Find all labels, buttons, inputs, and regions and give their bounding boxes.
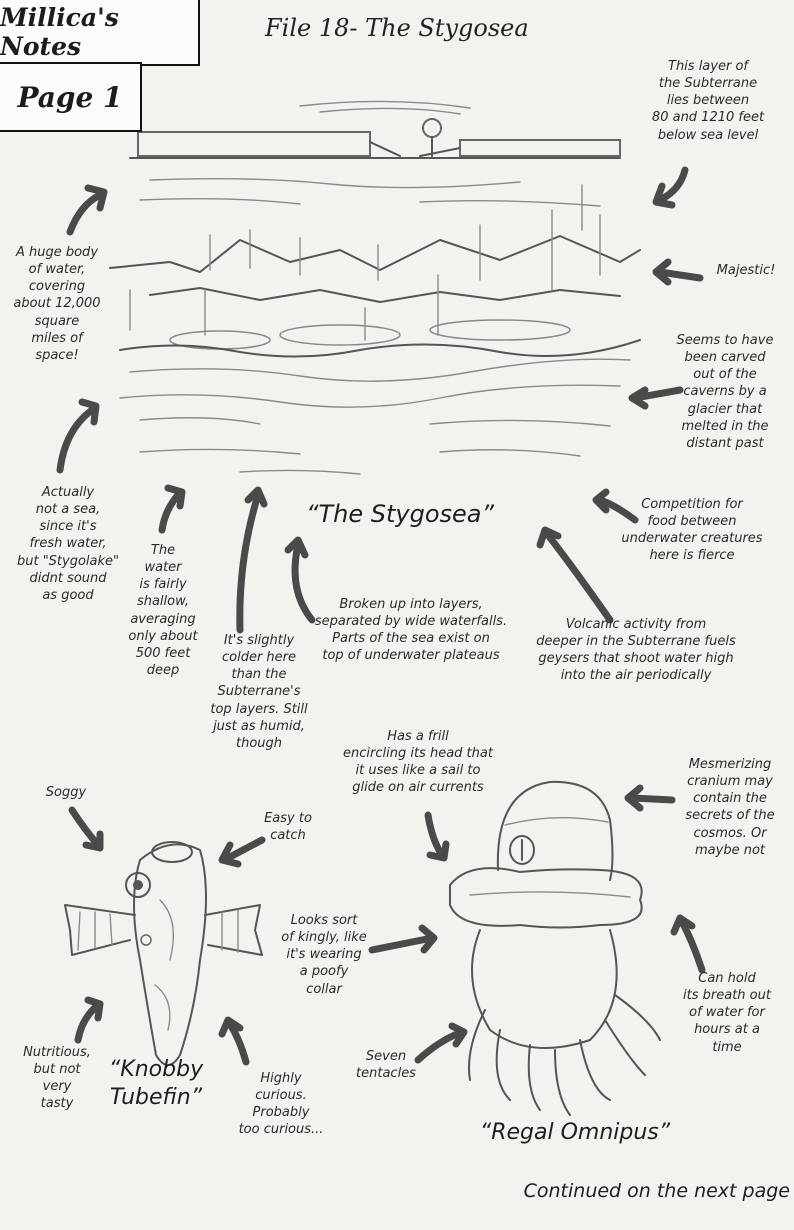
regal-omnipus-drawing [450, 782, 660, 1115]
note-competition: Competition for food between underwater creatures here is fierce [621, 497, 763, 564]
note-volcanic: Volcanic activity from deeper in the Subterrane fuels geysers that shoot water high into the air periodically [536, 617, 736, 684]
notes-title-box [0, 0, 200, 66]
note-majestic: Majestic! [716, 263, 776, 278]
page-label: Page 1 [17, 80, 123, 114]
note-not-sea: Actually not a sea, since it's fresh water, but "Stygolake" didnt sound as good [16, 485, 120, 603]
note-frill: Has a frill encircling its head that it uses like a sail to glide on air currents [343, 729, 493, 796]
stygosea-caption: “The Stygosea” [306, 500, 494, 528]
note-nutritious: Nutritious, but not very tasty [23, 1045, 91, 1112]
omnipus-caption: “Regal Omnipus” [479, 1120, 671, 1145]
note-kingly: Looks sort of kingly, like it's wearing a poofy collar [281, 913, 367, 997]
continued-note: Continued on the next page [523, 1180, 790, 1202]
note-cranium: Mesmerizing cranium may contain the secrets of the cosmos. Or maybe not [685, 757, 775, 858]
page-label-box [0, 62, 142, 132]
note-layers: Broken up into layers, separated by wide waterfalls. Parts of the sea exist on top of underwater plateaus [314, 597, 508, 664]
note-curious: Highly curious. Probably too curious... [238, 1071, 324, 1138]
stygosea-landscape-drawing [110, 101, 640, 474]
notes-title: Millica's Notes [0, 3, 119, 61]
note-shallow: The water is fairly shallow, averaging only about 500 feet deep [128, 543, 198, 679]
note-depth: This layer of the Subterrane lies between 80 and 1210 feet below sea level [651, 59, 765, 143]
note-glacier: Seems to have been carved out of the caverns by a glacier that melted in the distant past [676, 333, 774, 451]
tubefin-caption: “Knobby Tubefin” [108, 1057, 204, 1110]
note-size: A huge body of water, covering about 12,000 square miles of space! [13, 245, 101, 363]
file-title: File 18- The Stygosea [265, 14, 529, 42]
note-tentacles: Seven tentacles [356, 1049, 416, 1082]
note-colder: It's slightly colder here than the Subterrane's top layers. Still just as humid, though [210, 633, 308, 751]
note-easy-to-catch: Easy to catch [264, 811, 312, 844]
note-breath: Can hold its breath out of water for hours at a time [683, 971, 771, 1055]
note-soggy: Soggy [45, 785, 87, 800]
